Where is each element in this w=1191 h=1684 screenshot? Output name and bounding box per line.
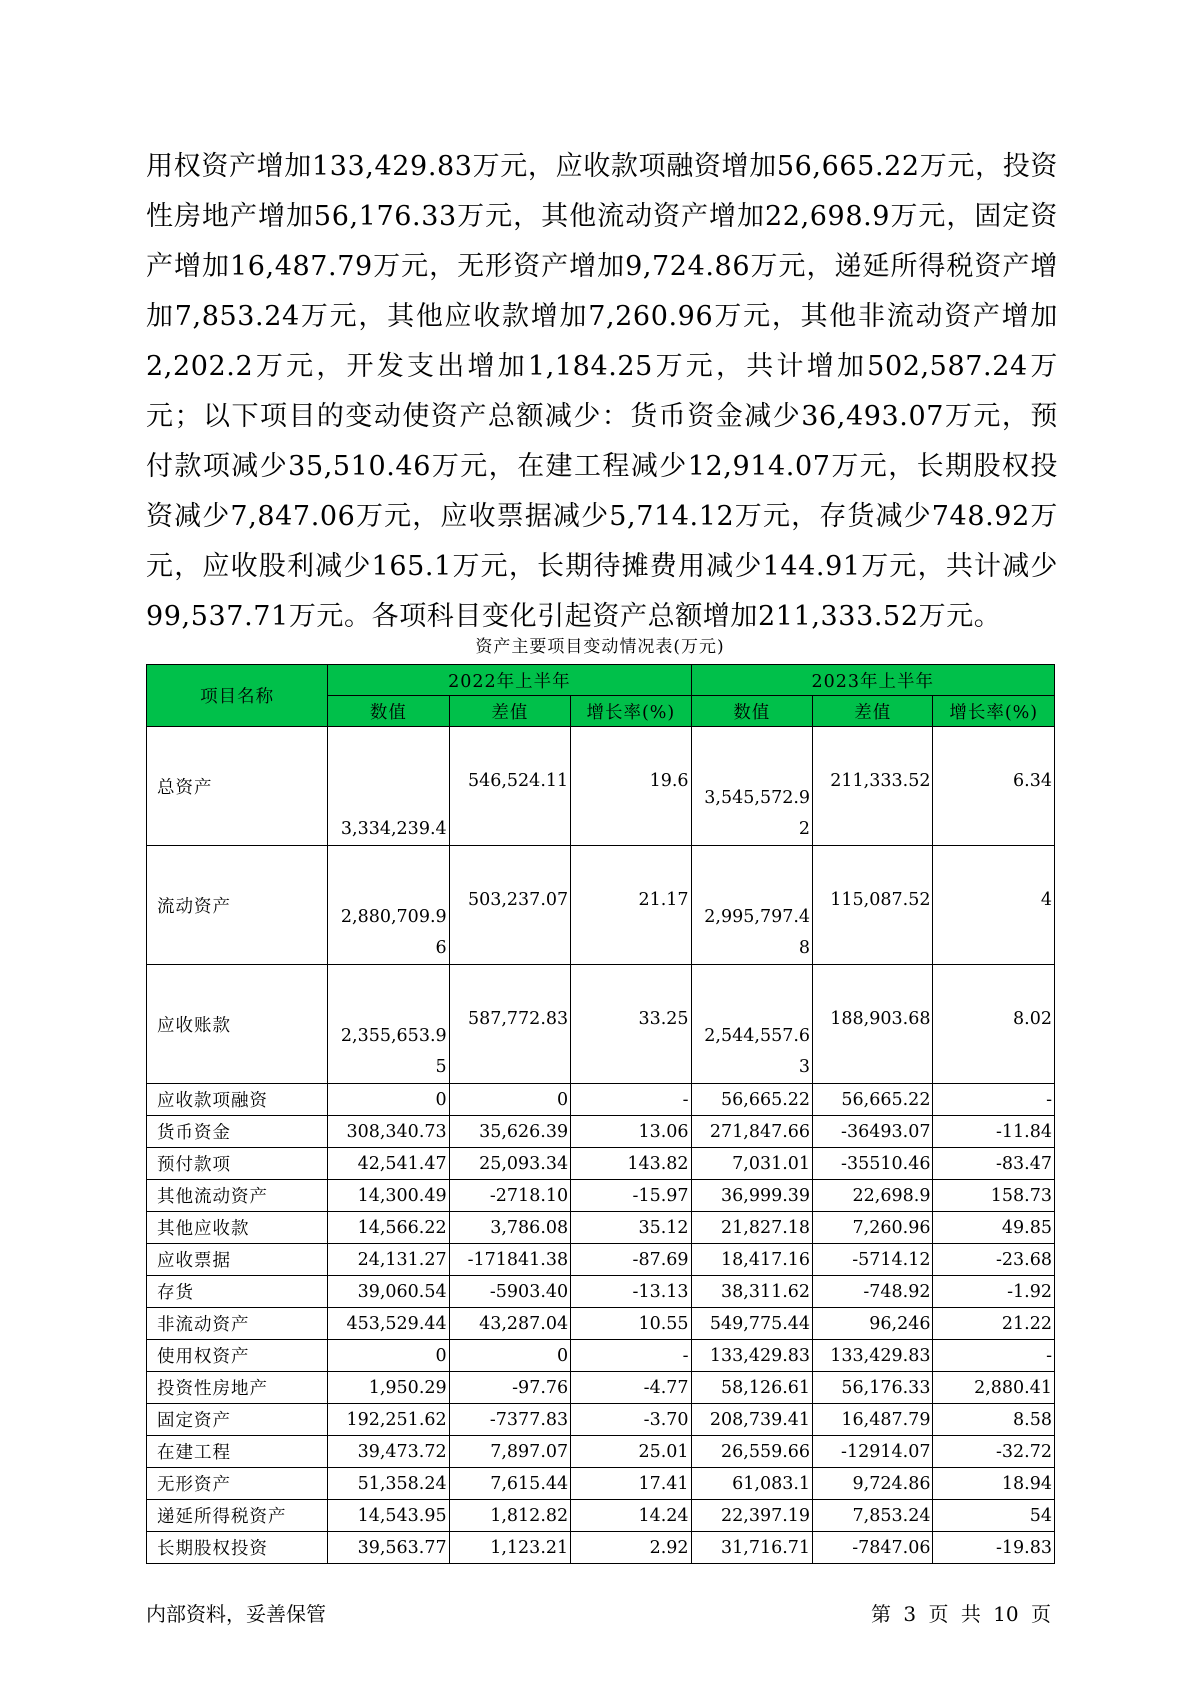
- cell-value-2023: 2,995,797.48: [691, 846, 813, 965]
- table-header-row-1: [147, 665, 1055, 696]
- cell-rate-2022: -87.69: [571, 1244, 691, 1276]
- cell-rate-2022: 10.55: [571, 1308, 691, 1340]
- row-item-name: 应收款项融资: [147, 1084, 328, 1116]
- cell-value-2022: 192,251.62: [328, 1404, 450, 1436]
- table-row: [147, 1308, 1055, 1340]
- cell-diff-2022: 1,812.82: [449, 1500, 571, 1532]
- cell-rate-2022: -: [571, 1084, 691, 1116]
- table-row: [147, 1116, 1055, 1148]
- cell-rate-2022: 14.24: [571, 1500, 691, 1532]
- table-row: [147, 727, 1055, 846]
- cell-value-2022: 453,529.44: [328, 1308, 450, 1340]
- cell-value-2022: 0: [328, 1340, 450, 1372]
- table-row: [147, 1180, 1055, 1212]
- cell-rate-2023: 8.02: [933, 965, 1055, 1084]
- cell-rate-2023: 8.58: [933, 1404, 1055, 1436]
- cell-value-2023: 271,847.66: [691, 1116, 813, 1148]
- cell-diff-2023: 7,260.96: [813, 1212, 933, 1244]
- cell-rate-2022: 21.17: [571, 846, 691, 965]
- table-row: [147, 1532, 1055, 1564]
- table-row: [147, 1244, 1055, 1276]
- cell-value-2022: 14,543.95: [328, 1500, 450, 1532]
- cell-value-2023: 21,827.18: [691, 1212, 813, 1244]
- table-row: [147, 1084, 1055, 1116]
- row-item-name: 货币资金: [147, 1116, 328, 1148]
- cell-rate-2022: -4.77: [571, 1372, 691, 1404]
- header-diff: 差值: [449, 696, 571, 727]
- cell-rate-2022: 19.6: [571, 727, 691, 846]
- cell-value-2023: 26,559.66: [691, 1436, 813, 1468]
- table-row: [147, 1468, 1055, 1500]
- cell-diff-2023: 7,853.24: [813, 1500, 933, 1532]
- cell-value-2023: 58,126.61: [691, 1372, 813, 1404]
- row-item-name: 应收票据: [147, 1244, 328, 1276]
- cell-rate-2023: -11.84: [933, 1116, 1055, 1148]
- row-item-name: 其他流动资产: [147, 1180, 328, 1212]
- body-paragraph: [146, 142, 1058, 642]
- row-item-name: 存货: [147, 1276, 328, 1308]
- table-row: [147, 1404, 1055, 1436]
- cell-diff-2023: 96,246: [813, 1308, 933, 1340]
- cell-rate-2023: 21.22: [933, 1308, 1055, 1340]
- cell-value-2023: 2,544,557.63: [691, 965, 813, 1084]
- cell-diff-2023: -748.92: [813, 1276, 933, 1308]
- cell-value-2023: 61,083.1: [691, 1468, 813, 1500]
- row-item-name: 其他应收款: [147, 1212, 328, 1244]
- header-item-name: 项目名称: [147, 665, 328, 727]
- table-row: [147, 1212, 1055, 1244]
- asset-change-table: [146, 664, 1055, 1564]
- cell-value-2022: 14,300.49: [328, 1180, 450, 1212]
- cell-diff-2023: 56,665.22: [813, 1084, 933, 1116]
- table-row: [147, 1340, 1055, 1372]
- cell-diff-2022: -2718.10: [449, 1180, 571, 1212]
- cell-diff-2022: 0: [449, 1340, 571, 1372]
- row-item-name: 流动资产: [147, 846, 328, 965]
- cell-value-2022: 24,131.27: [328, 1244, 450, 1276]
- cell-diff-2022: 43,287.04: [449, 1308, 571, 1340]
- row-item-name: 长期股权投资: [147, 1532, 328, 1564]
- cell-value-2022: 42,541.47: [328, 1148, 450, 1180]
- cell-diff-2022: 25,093.34: [449, 1148, 571, 1180]
- cell-diff-2023: 188,903.68: [813, 965, 933, 1084]
- cell-rate-2022: 143.82: [571, 1148, 691, 1180]
- cell-rate-2023: -23.68: [933, 1244, 1055, 1276]
- paragraph-text: 用权资产增加133,429.83万元，应收款项融资增加56,665.22万元，投资性房地产增加56,176.33万元，其他流动资产增加22,698.9万元，固定资产增加16,487.79万元，无形资产增加9,724.86万元，递延所得税资产增加7,853.24万元，其他应收款增加7,260.96万元，其他非流动资产增加2,202.2万元，开发支出增加1,184.25万元，共计增加502,587.24万元；以下项目的变动使资产总额减少：货币资金减少36,493.07万元，预付款项减少35,510.46万元，在建工程减少12,914.07万元，长期股权投资减少7,847.06万元，应收票据减少5,714.12万元，存货减少748.92万元，应收股利减少165.1万元，长期待摊费用减少144.91万元，共计减少99,537.71万元。各项科目变化引起资产总额增加211,333.52万元。: [146, 151, 1058, 632]
- cell-diff-2023: -36493.07: [813, 1116, 933, 1148]
- header-period-2023: 2023年上半年: [691, 665, 1054, 696]
- cell-value-2022: 14,566.22: [328, 1212, 450, 1244]
- cell-value-2023: 36,999.39: [691, 1180, 813, 1212]
- cell-diff-2022: 587,772.83: [449, 965, 571, 1084]
- cell-rate-2022: 17.41: [571, 1468, 691, 1500]
- cell-value-2022: 308,340.73: [328, 1116, 450, 1148]
- cell-value-2023: 38,311.62: [691, 1276, 813, 1308]
- cell-value-2023: 3,545,572.92: [691, 727, 813, 846]
- cell-diff-2023: 16,487.79: [813, 1404, 933, 1436]
- header-diff: 差值: [813, 696, 933, 727]
- row-item-name: 在建工程: [147, 1436, 328, 1468]
- cell-diff-2022: 503,237.07: [449, 846, 571, 965]
- table-row: [147, 1148, 1055, 1180]
- row-item-name: 总资产: [147, 727, 328, 846]
- cell-diff-2022: 35,626.39: [449, 1116, 571, 1148]
- cell-value-2022: 0: [328, 1084, 450, 1116]
- cell-rate-2023: 4: [933, 846, 1055, 965]
- cell-rate-2023: -83.47: [933, 1148, 1055, 1180]
- cell-rate-2022: 35.12: [571, 1212, 691, 1244]
- cell-value-2023: 31,716.71: [691, 1532, 813, 1564]
- cell-diff-2022: 1,123.21: [449, 1532, 571, 1564]
- cell-value-2022: 2,880,709.96: [328, 846, 450, 965]
- cell-value-2022: 3,334,239.4: [328, 727, 450, 846]
- cell-rate-2023: -32.72: [933, 1436, 1055, 1468]
- row-item-name: 非流动资产: [147, 1308, 328, 1340]
- cell-value-2023: 18,417.16: [691, 1244, 813, 1276]
- table-row: [147, 1436, 1055, 1468]
- cell-rate-2023: -19.83: [933, 1532, 1055, 1564]
- cell-rate-2022: -13.13: [571, 1276, 691, 1308]
- table-row: [147, 1500, 1055, 1532]
- table-row: [147, 1372, 1055, 1404]
- header-value: 数值: [691, 696, 813, 727]
- cell-diff-2023: 133,429.83: [813, 1340, 933, 1372]
- footer-confidential-note: 内部资料，妥善保管: [146, 1602, 326, 1626]
- cell-diff-2023: 211,333.52: [813, 727, 933, 846]
- cell-value-2023: 549,775.44: [691, 1308, 813, 1340]
- cell-rate-2022: 33.25: [571, 965, 691, 1084]
- cell-diff-2022: -7377.83: [449, 1404, 571, 1436]
- cell-diff-2022: 0: [449, 1084, 571, 1116]
- row-item-name: 递延所得税资产: [147, 1500, 328, 1532]
- cell-value-2022: 39,473.72: [328, 1436, 450, 1468]
- header-rate: 增长率(%): [933, 696, 1055, 727]
- cell-value-2022: 1,950.29: [328, 1372, 450, 1404]
- cell-value-2022: 51,358.24: [328, 1468, 450, 1500]
- cell-diff-2023: -5714.12: [813, 1244, 933, 1276]
- cell-diff-2022: 3,786.08: [449, 1212, 571, 1244]
- cell-value-2022: 39,060.54: [328, 1276, 450, 1308]
- cell-rate-2023: -1.92: [933, 1276, 1055, 1308]
- cell-diff-2023: -12914.07: [813, 1436, 933, 1468]
- cell-diff-2023: -35510.46: [813, 1148, 933, 1180]
- cell-rate-2022: -: [571, 1340, 691, 1372]
- table-caption: 资产主要项目变动情况表(万元): [475, 637, 725, 657]
- table-body: [147, 727, 1055, 1564]
- table-row: [147, 1276, 1055, 1308]
- row-item-name: 预付款项: [147, 1148, 328, 1180]
- cell-rate-2022: 13.06: [571, 1116, 691, 1148]
- row-item-name: 应收账款: [147, 965, 328, 1084]
- cell-diff-2022: 7,615.44: [449, 1468, 571, 1500]
- cell-diff-2023: 115,087.52: [813, 846, 933, 965]
- row-item-name: 无形资产: [147, 1468, 328, 1500]
- cell-rate-2023: 158.73: [933, 1180, 1055, 1212]
- cell-diff-2023: 22,698.9: [813, 1180, 933, 1212]
- cell-diff-2023: 9,724.86: [813, 1468, 933, 1500]
- cell-value-2022: 2,355,653.95: [328, 965, 450, 1084]
- cell-value-2023: 7,031.01: [691, 1148, 813, 1180]
- cell-rate-2023: 2,880.41: [933, 1372, 1055, 1404]
- cell-rate-2023: -: [933, 1084, 1055, 1116]
- cell-value-2023: 22,397.19: [691, 1500, 813, 1532]
- cell-rate-2023: 6.34: [933, 727, 1055, 846]
- cell-diff-2022: -97.76: [449, 1372, 571, 1404]
- cell-diff-2023: 56,176.33: [813, 1372, 933, 1404]
- cell-diff-2022: -171841.38: [449, 1244, 571, 1276]
- cell-diff-2023: -7847.06: [813, 1532, 933, 1564]
- cell-rate-2023: -: [933, 1340, 1055, 1372]
- cell-rate-2023: 49.85: [933, 1212, 1055, 1244]
- header-period-2022: 2022年上半年: [328, 665, 691, 696]
- cell-rate-2022: -15.97: [571, 1180, 691, 1212]
- footer-page-number: 第 3 页 共 10 页: [871, 1602, 1051, 1626]
- row-item-name: 固定资产: [147, 1404, 328, 1436]
- cell-value-2023: 56,665.22: [691, 1084, 813, 1116]
- cell-rate-2023: 18.94: [933, 1468, 1055, 1500]
- cell-diff-2022: 7,897.07: [449, 1436, 571, 1468]
- cell-value-2023: 208,739.41: [691, 1404, 813, 1436]
- cell-rate-2022: 25.01: [571, 1436, 691, 1468]
- row-item-name: 使用权资产: [147, 1340, 328, 1372]
- table-row: [147, 965, 1055, 1084]
- cell-diff-2022: 546,524.11: [449, 727, 571, 846]
- header-rate: 增长率(%): [571, 696, 691, 727]
- cell-rate-2022: 2.92: [571, 1532, 691, 1564]
- cell-value-2023: 133,429.83: [691, 1340, 813, 1372]
- cell-diff-2022: -5903.40: [449, 1276, 571, 1308]
- header-value: 数值: [328, 696, 450, 727]
- cell-value-2022: 39,563.77: [328, 1532, 450, 1564]
- cell-rate-2022: -3.70: [571, 1404, 691, 1436]
- row-item-name: 投资性房地产: [147, 1372, 328, 1404]
- table-row: [147, 846, 1055, 965]
- cell-rate-2023: 54: [933, 1500, 1055, 1532]
